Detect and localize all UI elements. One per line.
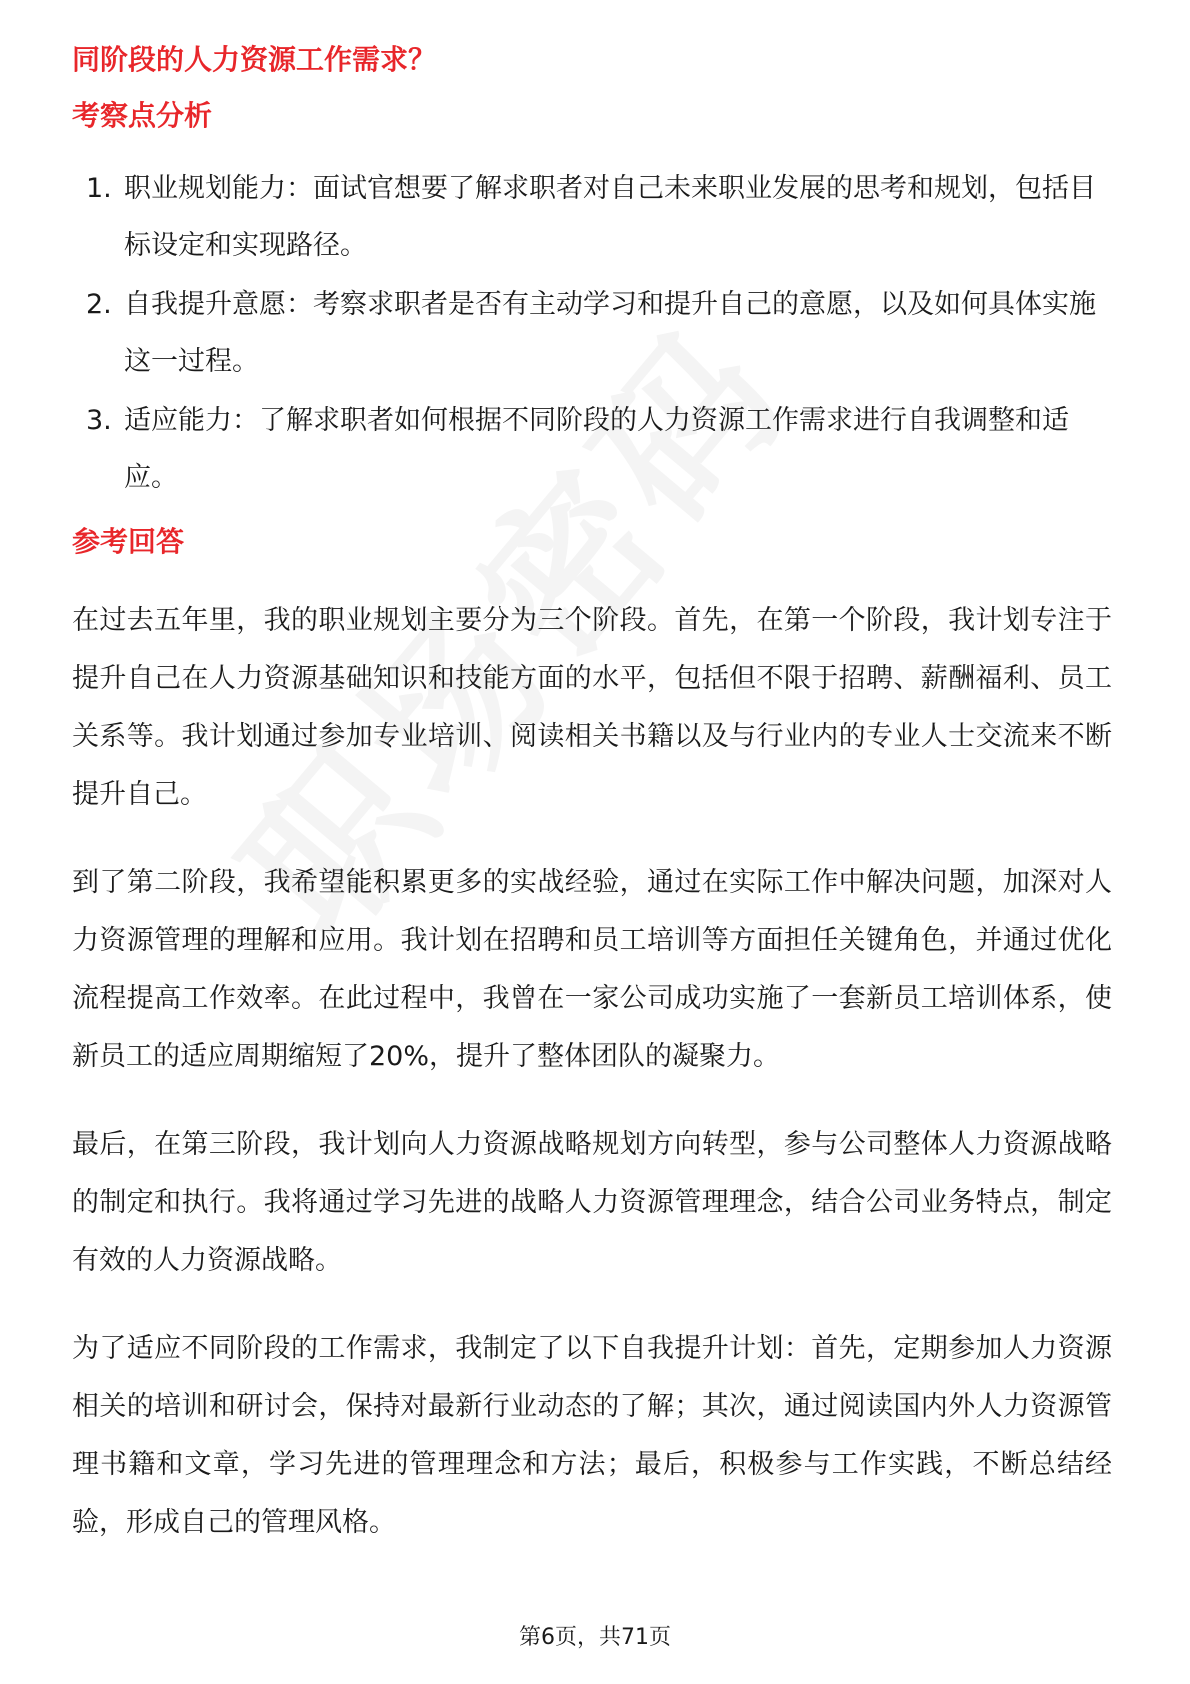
analysis-point-text: 适应能力：了解求职者如何根据不同阶段的人力资源工作需求进行自我调整和适应。 — [124, 405, 1069, 493]
list-number: 2. — [86, 289, 112, 320]
analysis-point-text: 自我提升意愿：考察求职者是否有主动学习和提升自己的意愿，以及如何具体实施这一过程。 — [124, 289, 1096, 377]
analysis-point — [72, 160, 1112, 274]
analysis-point-text: 职业规划能力：面试官想要了解求职者对自己未来职业发展的思考和规划，包括目标设定和实现路径。 — [124, 173, 1096, 261]
answer-paragraph: 到了第二阶段，我希望能积累更多的实战经验，通过在实际工作中解决问题，加深对人力资源管理的理解和应用。我计划在招聘和员工培训等方面担任关键角色，并通过优化流程提高工作效率。在此过程中，我曾在一家公司成功实施了一套新员工培训体系，使新员工的适应周期缩短了20%，提升了整体团队的凝聚力。 — [72, 867, 1112, 1072]
list-number: 3. — [86, 405, 112, 436]
answer-heading: 参考回答 — [72, 525, 185, 558]
analysis-point — [72, 392, 1112, 506]
answer-paragraph: 在过去五年里，我的职业规划主要分为三个阶段。首先，在第一个阶段，我计划专注于提升自己在人力资源基础知识和技能方面的水平，包括但不限于招聘、薪酬福利、员工关系等。我计划通过参加专业培训、阅读相关书籍以及与行业内的专业人士交流来不断提升自己。 — [72, 605, 1112, 810]
list-number: 1. — [86, 173, 112, 204]
analysis-heading: 考察点分析 — [72, 99, 213, 132]
answer-paragraph: 为了适应不同阶段的工作需求，我制定了以下自我提升计划：首先，定期参加人力资源相关的培训和研讨会，保持对最新行业动态的了解；其次，通过阅读国内外人力资源管理书籍和文章，学习先进的管理理念和方法；最后，积极参与工作实践，不断总结经验，形成自己的管理风格。 — [72, 1333, 1112, 1538]
answer-paragraph: 最后，在第三阶段，我计划向人力资源战略规划方向转型，参与公司整体人力资源战略的制定和执行。我将通过学习先进的战略人力资源管理理念，结合公司业务特点，制定有效的人力资源战略。 — [72, 1129, 1112, 1276]
analysis-points-list — [72, 160, 1112, 506]
page-content — [72, 40, 1112, 1582]
page-footer: 第6页，共71页 — [519, 1625, 671, 1650]
analysis-point — [72, 276, 1112, 390]
question-heading: 同阶段的人力资源工作需求？ — [72, 43, 437, 76]
